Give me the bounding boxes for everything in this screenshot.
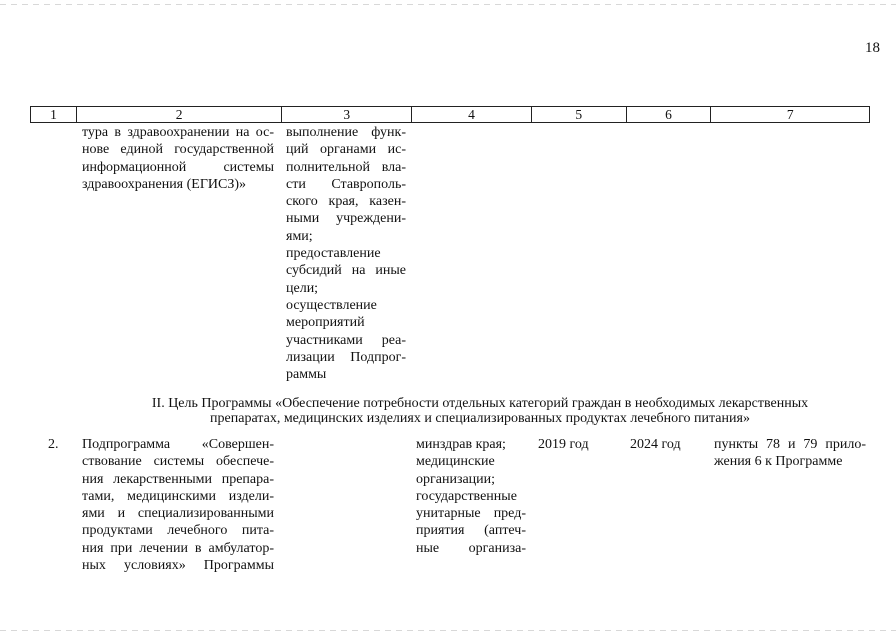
text-line: ствование системы обеспече-: [82, 454, 274, 470]
text-line: медицинские: [416, 454, 495, 470]
text-line: ями;: [286, 228, 313, 244]
text-line: приятия (аптеч-: [416, 523, 526, 539]
text-line: государственные: [416, 488, 517, 504]
header-col-4: 4: [412, 107, 532, 122]
table-header-row: [30, 106, 870, 123]
section-title-line-2: препаратах, медицинских изделиях и специализированных продуктах лечебного питания»: [210, 411, 750, 426]
continued-row-col3: [286, 124, 406, 383]
text-line: нове единой государственной: [82, 142, 274, 158]
text-line: мероприятий: [286, 315, 365, 331]
text-line: Подпрограмма «Совершен-: [82, 437, 274, 452]
text-line: унитарные пред-: [416, 506, 526, 522]
text-line: ния лекарственными препара-: [82, 471, 274, 487]
section-title-line-1: II. Цель Программы «Обеспечение потребности отдельных категорий граждан в необходимых лекарственных: [151, 396, 809, 411]
text-line: ния при лечении в амбулатор-: [82, 540, 274, 556]
text-line: пункты 78 и 79 прило-: [714, 437, 866, 452]
continued-row-col2: [82, 124, 274, 193]
row2-number: 2.: [48, 437, 59, 452]
page-number: 18: [865, 40, 880, 56]
text-line: лизации Подпрог-: [286, 349, 406, 365]
row2-col4: [416, 436, 526, 557]
text-line: ций органами ис-: [286, 142, 406, 158]
header-col-1: 1: [31, 107, 77, 122]
text-line: минздрав края;: [416, 437, 506, 452]
row2-col2: [82, 436, 274, 574]
section-title: [90, 396, 870, 426]
text-line: участниками реа-: [286, 332, 406, 348]
scan-edge-bottom: [0, 630, 896, 631]
text-line: раммы: [286, 367, 327, 383]
text-line: цели;: [286, 280, 319, 296]
text-line: ями и специализированными: [82, 506, 274, 522]
header-col-5: 5: [532, 107, 627, 122]
row2-start-year: 2019 год: [538, 437, 589, 452]
text-line: полнительной вла-: [286, 159, 406, 175]
text-line: тами, медицинскими издели-: [82, 488, 274, 504]
text-line: ными учреждени-: [286, 211, 406, 227]
text-line: ные организа-: [416, 540, 526, 556]
text-line: жения 6 к Программе: [714, 454, 843, 470]
text-line: осуществление: [286, 297, 377, 313]
text-line: выполнение функ-: [286, 125, 406, 140]
row2-end-year: 2024 год: [630, 437, 681, 452]
text-line: здравоохранения (ЕГИСЗ)»: [82, 176, 247, 192]
header-col-7: 7: [786, 107, 794, 122]
text-line: организации;: [416, 471, 496, 487]
text-line: ского края, казен-: [286, 194, 406, 210]
header-col-3: 3: [282, 107, 412, 122]
text-line: предоставление: [286, 246, 381, 262]
header-col-6: 6: [627, 107, 712, 122]
text-line: ных условиях» Программы: [82, 558, 274, 574]
text-line: информационной системы: [82, 159, 274, 175]
text-line: субсидий на иные: [286, 263, 406, 279]
text-line: продуктами лечебного пита-: [82, 523, 274, 539]
text-line: тура в здравоохранении на ос-: [82, 125, 274, 140]
header-col-2: 2: [77, 107, 283, 122]
scan-edge-top: [0, 4, 896, 5]
row2-col7: [714, 436, 866, 471]
text-line: сти Ставрополь-: [286, 176, 406, 192]
